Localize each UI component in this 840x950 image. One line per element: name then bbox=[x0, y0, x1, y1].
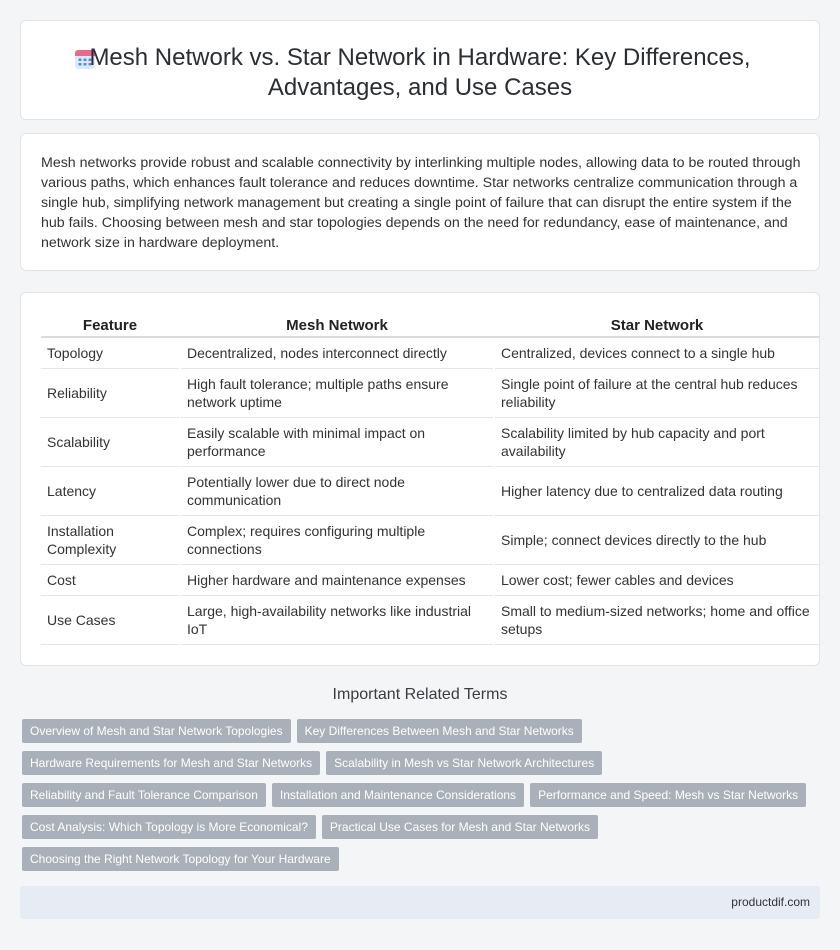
table-row bbox=[41, 565, 819, 596]
tag-row bbox=[22, 783, 822, 815]
table-row bbox=[41, 596, 819, 645]
feature-cell: Scalability bbox=[41, 418, 180, 467]
related-terms-list bbox=[22, 719, 822, 879]
feature-cell: Use Cases bbox=[41, 596, 180, 645]
related-term-tag[interactable]: Cost Analysis: Which Topology is More Economical? bbox=[22, 815, 316, 839]
star-cell: Centralized, devices connect to a single hub bbox=[494, 337, 819, 369]
feature-cell: Reliability bbox=[41, 369, 180, 418]
mesh-cell: Decentralized, nodes interconnect directly bbox=[180, 337, 494, 369]
related-term-tag[interactable]: Installation and Maintenance Considerations bbox=[272, 783, 524, 807]
table-row bbox=[41, 467, 819, 516]
mesh-cell: High fault tolerance; multiple paths ensure network uptime bbox=[180, 369, 494, 418]
header-star: Star Network bbox=[494, 315, 819, 337]
feature-cell: Latency bbox=[41, 467, 180, 516]
related-term-tag[interactable]: Hardware Requirements for Mesh and Star Networks bbox=[22, 751, 320, 775]
related-term-tag[interactable]: Practical Use Cases for Mesh and Star Networks bbox=[322, 815, 598, 839]
mesh-cell: Large, high-availability networks like industrial IoT bbox=[180, 596, 494, 645]
footer-bar bbox=[20, 886, 820, 919]
feature-cell: Topology bbox=[41, 337, 180, 369]
header-feature: Feature bbox=[41, 315, 180, 337]
related-term-tag[interactable]: Reliability and Fault Tolerance Comparison bbox=[22, 783, 266, 807]
tag-row bbox=[22, 847, 822, 879]
page-title: Mesh Network vs. Star Network in Hardware: Key Differences, Advantages, and Use Cases bbox=[89, 44, 751, 101]
mesh-cell: Higher hardware and maintenance expenses bbox=[180, 565, 494, 596]
table-header-row bbox=[41, 315, 819, 337]
feature-cell: Cost bbox=[41, 565, 180, 596]
header-mesh: Mesh Network bbox=[180, 315, 494, 337]
star-cell: Single point of failure at the central hub reduces reliability bbox=[494, 369, 819, 418]
star-cell: Scalability limited by hub capacity and port availability bbox=[494, 418, 819, 467]
tag-row bbox=[22, 719, 822, 751]
related-term-tag[interactable]: Choosing the Right Network Topology for Your Hardware bbox=[22, 847, 339, 871]
footer-site-link[interactable]: productdif.com bbox=[731, 895, 810, 909]
tag-row bbox=[22, 751, 822, 783]
mesh-cell: Potentially lower due to direct node communication bbox=[180, 467, 494, 516]
comparison-table bbox=[41, 315, 819, 645]
table-row bbox=[41, 418, 819, 467]
related-term-tag[interactable]: Overview of Mesh and Star Network Topologies bbox=[22, 719, 291, 743]
star-cell: Small to medium-sized networks; home and office setups bbox=[494, 596, 819, 645]
related-term-tag[interactable]: Key Differences Between Mesh and Star Networks bbox=[297, 719, 582, 743]
tag-row bbox=[22, 815, 822, 847]
related-term-tag[interactable]: Scalability in Mesh vs Star Network Architectures bbox=[326, 751, 602, 775]
title-card bbox=[20, 20, 820, 120]
related-terms-heading: Important Related Terms bbox=[332, 686, 508, 703]
table-row bbox=[41, 516, 819, 565]
comparison-table-card bbox=[20, 292, 820, 666]
feature-cell: Installation Complexity bbox=[41, 516, 180, 565]
mesh-cell: Easily scalable with minimal impact on performance bbox=[180, 418, 494, 467]
mesh-cell: Complex; requires configuring multiple connections bbox=[180, 516, 494, 565]
intro-paragraph: Mesh networks provide robust and scalable connectivity by interlinking multiple nodes, allowing data to be routed through various paths, which enhances fault tolerance and reduces downtime. Star networks centralize communication through a single hub, simplifying network management but creating a single point of failure that can disrupt the entire system if the hub fails. Choosing between mesh and star topologies depends on the need for redundancy, ease of maintenance, and network size in hardware deployment. bbox=[41, 155, 801, 251]
star-cell: Simple; connect devices directly to the hub bbox=[494, 516, 819, 565]
table-row bbox=[41, 337, 819, 369]
intro-card bbox=[20, 133, 820, 271]
table-row bbox=[41, 369, 819, 418]
star-cell: Higher latency due to centralized data routing bbox=[494, 467, 819, 516]
star-cell: Lower cost; fewer cables and devices bbox=[494, 565, 819, 596]
related-term-tag[interactable]: Performance and Speed: Mesh vs Star Networks bbox=[530, 783, 806, 807]
